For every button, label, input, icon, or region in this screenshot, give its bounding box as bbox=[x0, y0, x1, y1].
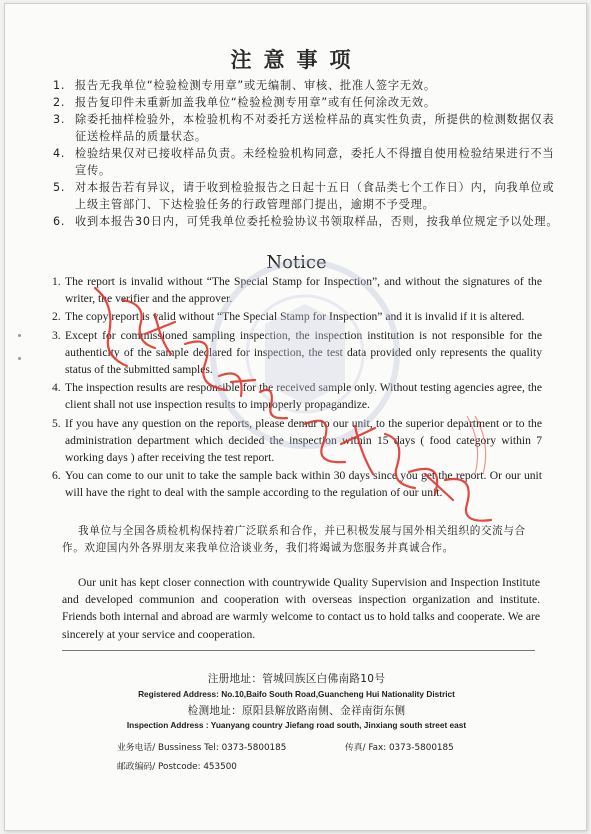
cn-item bbox=[53, 213, 563, 230]
cn-item bbox=[53, 77, 563, 94]
en-item-number: 3. bbox=[52, 328, 61, 342]
cn-item-text: 检验结果仅对已接收样品负责。未经检验机构同意，委托人不得擅自使用检验结果进行不当宣传。 bbox=[75, 147, 555, 177]
en-item bbox=[52, 379, 542, 413]
en-item-number: 2. bbox=[52, 310, 61, 324]
postcode: 邮政编码/ Postcode: 453500 bbox=[117, 762, 237, 772]
cooperation-paragraph-en: Our unit has kept closer connection with countrywide Quality Supervision and Inspection Institute and developed communion and cooperation with overseas inspection organization and institute. Friends both internal and abroad are warmly welcome to contact us to hold talks and cooperate. We are sincerely at your service and cooperation. bbox=[62, 576, 540, 641]
en-item-number: 6. bbox=[52, 469, 61, 483]
cn-item bbox=[53, 111, 563, 145]
notice-title-cn: 注意事项 bbox=[230, 48, 363, 72]
notice-list-cn bbox=[53, 77, 563, 230]
registered-address-en: Registered Address: No.10,Baifo South Road,Guancheng Hui Nationality District bbox=[138, 689, 455, 699]
en-item bbox=[52, 308, 542, 325]
report-notice-page bbox=[4, 3, 587, 831]
en-item-text: Except for commissioned sampling inspection, the inspection institution is not responsible for the authenticity of the sample declared for inspection, the test data provided only represents the quality status of the submitted samples. bbox=[65, 328, 542, 377]
en-item bbox=[52, 415, 542, 467]
cn-item bbox=[53, 179, 563, 213]
en-item-text: You can come to our unit to take the sample back within 30 days since you get the report. Or our unit will have the right to deal with the sample according to the regulation of our unit. bbox=[65, 469, 542, 500]
en-item bbox=[52, 273, 542, 307]
cn-item-number: 5. bbox=[53, 181, 66, 194]
cn-item-number: 6. bbox=[53, 215, 66, 228]
en-item bbox=[52, 327, 542, 379]
cn-item-text: 报告复印件未重新加盖我单位“检验检测专用章”或有任何涂改无效。 bbox=[75, 96, 436, 109]
business-phone: 业务电话/ Bussiness Tel: 0373-5800185 bbox=[117, 743, 287, 753]
en-item-number: 1. bbox=[52, 275, 61, 288]
cn-item-text: 对本报告若有异议，请于收到检验报告之日起十五日（食品类七个工作日）内，向我单位或上级主管部门、下达检验任务的行政管理部门提出，逾期不予受理。 bbox=[75, 181, 555, 211]
en-item-text: If you have any question on the reports, please demur to our unit, to the superior department or to the administration department which decided the inspection within 15 days ( food category within 7 working days ) after receiving the test report. bbox=[65, 416, 542, 465]
cn-item-number: 2. bbox=[53, 96, 66, 109]
footer-divider bbox=[62, 650, 535, 651]
cn-item-text: 除委托抽样检验外，本检验机构不对委托方送检样品的真实性负责，所提供的检测数据仅表征送检样品的质量状态。 bbox=[75, 113, 555, 143]
en-item-number: 5. bbox=[52, 416, 61, 430]
en-item-number: 4. bbox=[52, 381, 61, 395]
cn-item-text: 收到本报告30日内，可凭我单位委托检验协议书领取样品，否则，按我单位规定予以处理。 bbox=[75, 215, 559, 228]
notice-title-en: Notice bbox=[266, 252, 327, 273]
cn-item-number: 3. bbox=[53, 113, 66, 126]
en-item-text: The copy report is valid without “The Special Stamp for Inspection” and it is invalid if it is altered. bbox=[65, 310, 525, 324]
binding-hole-mark bbox=[18, 334, 21, 337]
notice-list-en bbox=[52, 273, 542, 502]
cn-item-number: 4. bbox=[53, 147, 66, 160]
inspection-address-cn: 检测地址：原阳县解放路南侧、金祥南街东侧 bbox=[187, 705, 406, 717]
registered-address-cn: 注册地址：管城回族区白佛南路10号 bbox=[207, 673, 386, 685]
cn-item bbox=[53, 145, 563, 179]
cn-item-number: 1. bbox=[53, 79, 66, 92]
fax-number: 传真/ Fax: 0373-5800185 bbox=[345, 743, 454, 753]
inspection-address-en: Inspection Address : Yuanyang country Jiefang road south, Jinxiang south street east bbox=[126, 720, 467, 730]
en-item-text: The inspection results are responsible for the received sample only. Without testing agencies agree, the client shall not use inspection results to improperly propagandize. bbox=[65, 381, 542, 412]
en-item-text: The report is invalid without “The Special Stamp for Inspection”, and without the signatures of the writer, the verifier and the approver. bbox=[65, 275, 542, 306]
cn-item bbox=[53, 94, 563, 111]
cn-item-text: 报告无我单位“检验检测专用章”或无编制、审核、批准人签字无效。 bbox=[75, 79, 436, 92]
cooperation-paragraph-cn: 我单位与全国各质检机构保持着广泛联系和合作，并已积极发展与国外相关组织的交流与合作。欢迎国内外各界朋友来我单位洽谈业务，我们将竭诚为您服务并真诚合作。 bbox=[62, 525, 526, 554]
en-item bbox=[52, 467, 542, 501]
binding-hole-mark bbox=[18, 357, 21, 360]
